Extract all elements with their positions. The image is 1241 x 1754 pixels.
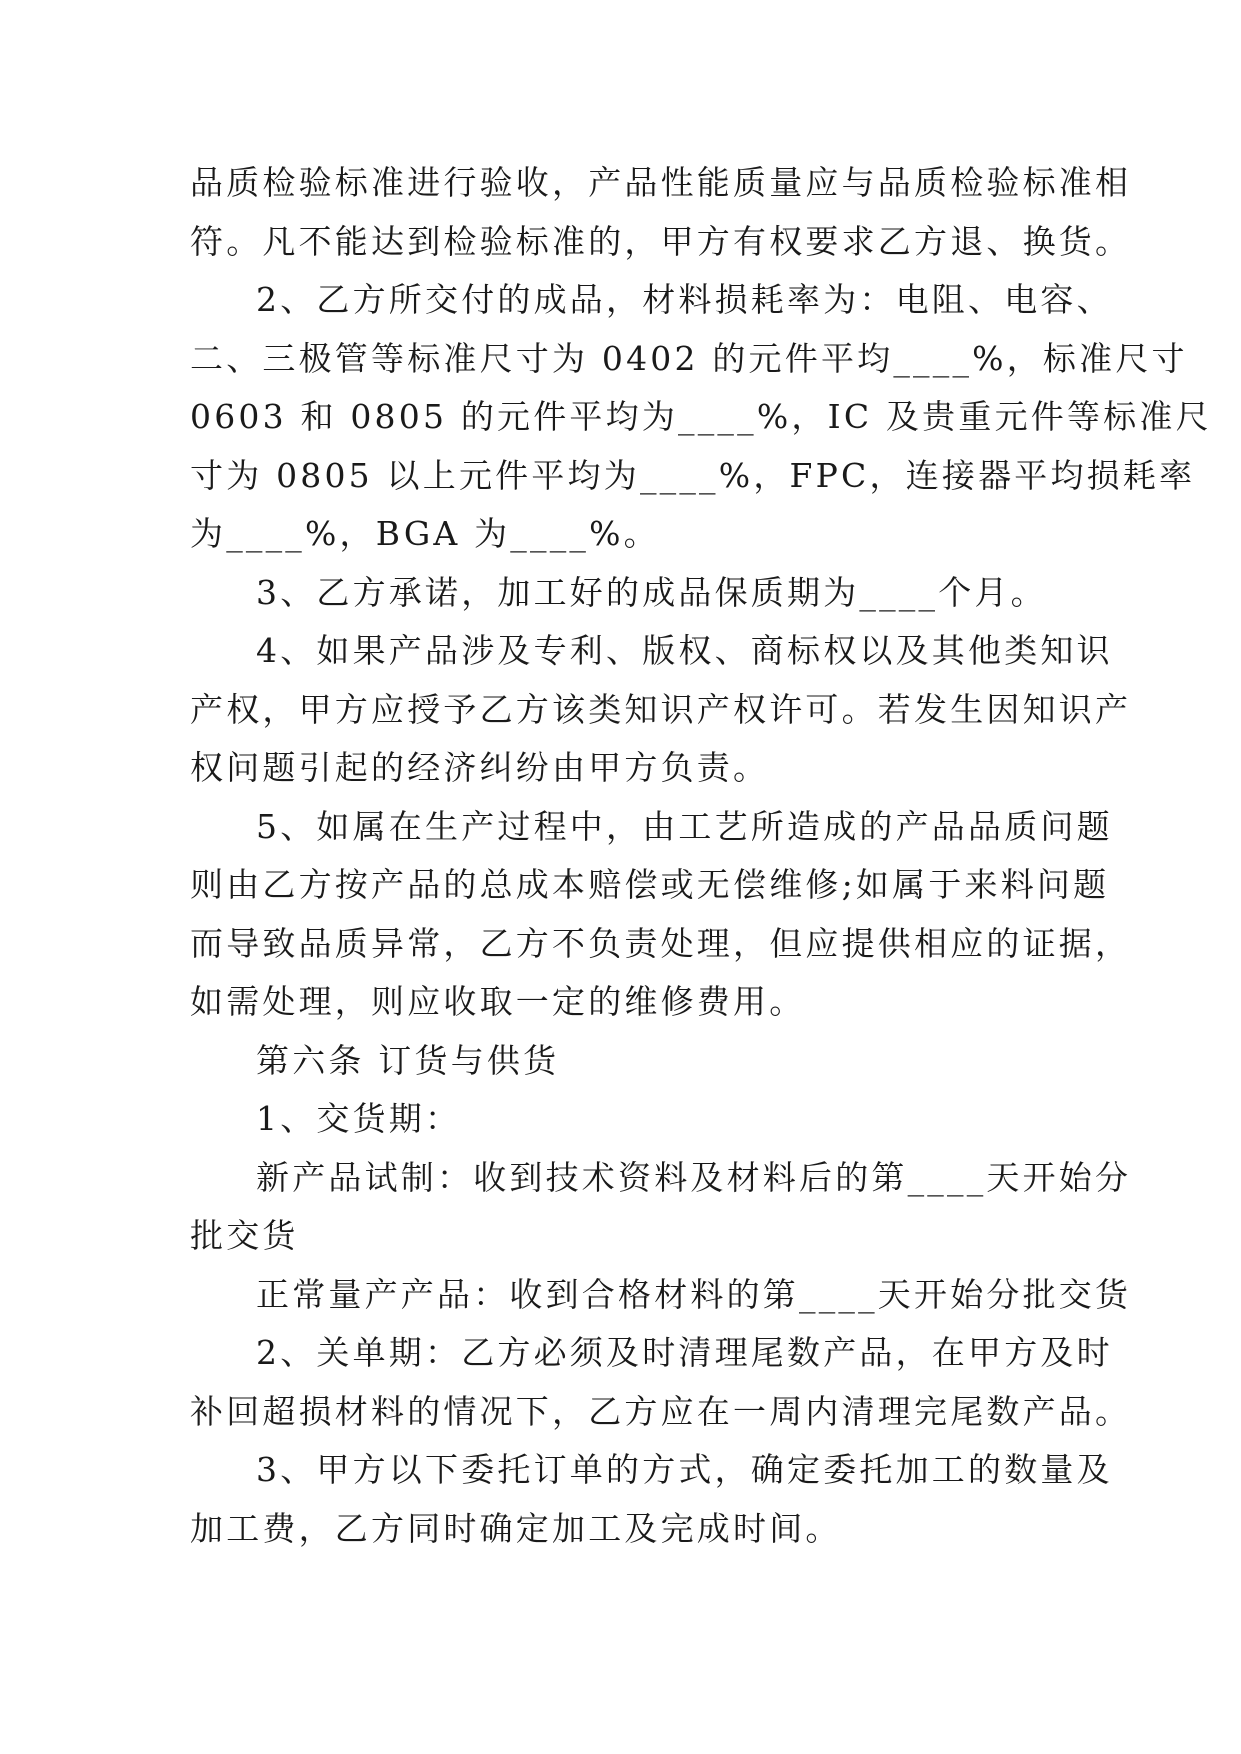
text-line: 新产品试制：收到技术资料及材料后的第____天开始分 [256,1157,1132,1197]
text-line: 品质检验标准进行验收，产品性能质量应与品质检验标准相 [190,163,1132,202]
text-line: 5、如属在生产过程中，由工艺所造成的产品品质问题 [256,806,1113,846]
text-line: 加工费，乙方同时确定加工及完成时间。 [190,1508,842,1548]
paragraph [190,1090,1070,1149]
paragraph [190,1441,1113,1558]
paragraph [190,798,1132,1032]
paragraph [190,154,1132,271]
text-line: 1、交货期： [256,1099,462,1138]
text-line: 产权，甲方应授予乙方该类知识产权许可。若发生因知识产 [190,689,1132,729]
text-line: 符。凡不能达到检验标准的，甲方有权要求乙方退、换货。 [190,221,1132,261]
paragraph [190,1032,1070,1091]
text-line: 2、关单期：乙方必须及时清理尾数产品，在甲方及时 [256,1333,1113,1372]
text-line: 第六条 订货与供货 [256,1040,560,1080]
paragraph [190,622,1132,798]
text-line: 则由乙方按产品的总成本赔偿或无偿维修;如属于来料问题 [190,865,1110,904]
paragraph [190,1149,1132,1266]
text-line: 批交货 [190,1216,299,1255]
text-line: 正常量产产品：收到合格材料的第____天开始分批交货 [256,1274,1132,1314]
text-line: 补回超损材料的情况下，乙方应在一周内清理完尾数产品。 [190,1391,1132,1431]
document-body [190,154,1212,1558]
text-line: 0603 和 0805 的元件平均为____%，IC 及贵重元件等标准尺 [190,397,1212,436]
text-line: 寸为 0805 以上元件平均为____%，FPC，连接器平均损耗率 [190,455,1196,495]
text-line: 二、三极管等标准尺寸为 0402 的元件平均____%，标准尺寸 [190,338,1188,378]
text-line: 而导致品质异常，乙方不负责处理，但应提供相应的证据， [190,923,1132,963]
paragraph [190,1324,1132,1441]
text-line: 4、如果产品涉及专利、版权、商标权以及其他类知识 [256,631,1113,670]
text-line: 如需处理，则应收取一定的维修费用。 [190,982,806,1021]
text-line: 3、甲方以下委托订单的方式，确定委托加工的数量及 [256,1450,1113,1489]
text-line: 为____%，BGA 为____%。 [190,514,660,553]
text-line: 3、乙方承诺，加工好的成品保质期为____个月。 [256,572,1047,612]
paragraph [190,271,1212,564]
paragraph [190,564,1070,623]
text-line: 权问题引起的经济纠纷由甲方负责。 [190,748,770,787]
text-line: 2、乙方所交付的成品，材料损耗率为：电阻、电容、 [256,280,1113,319]
paragraph [190,1266,1132,1325]
